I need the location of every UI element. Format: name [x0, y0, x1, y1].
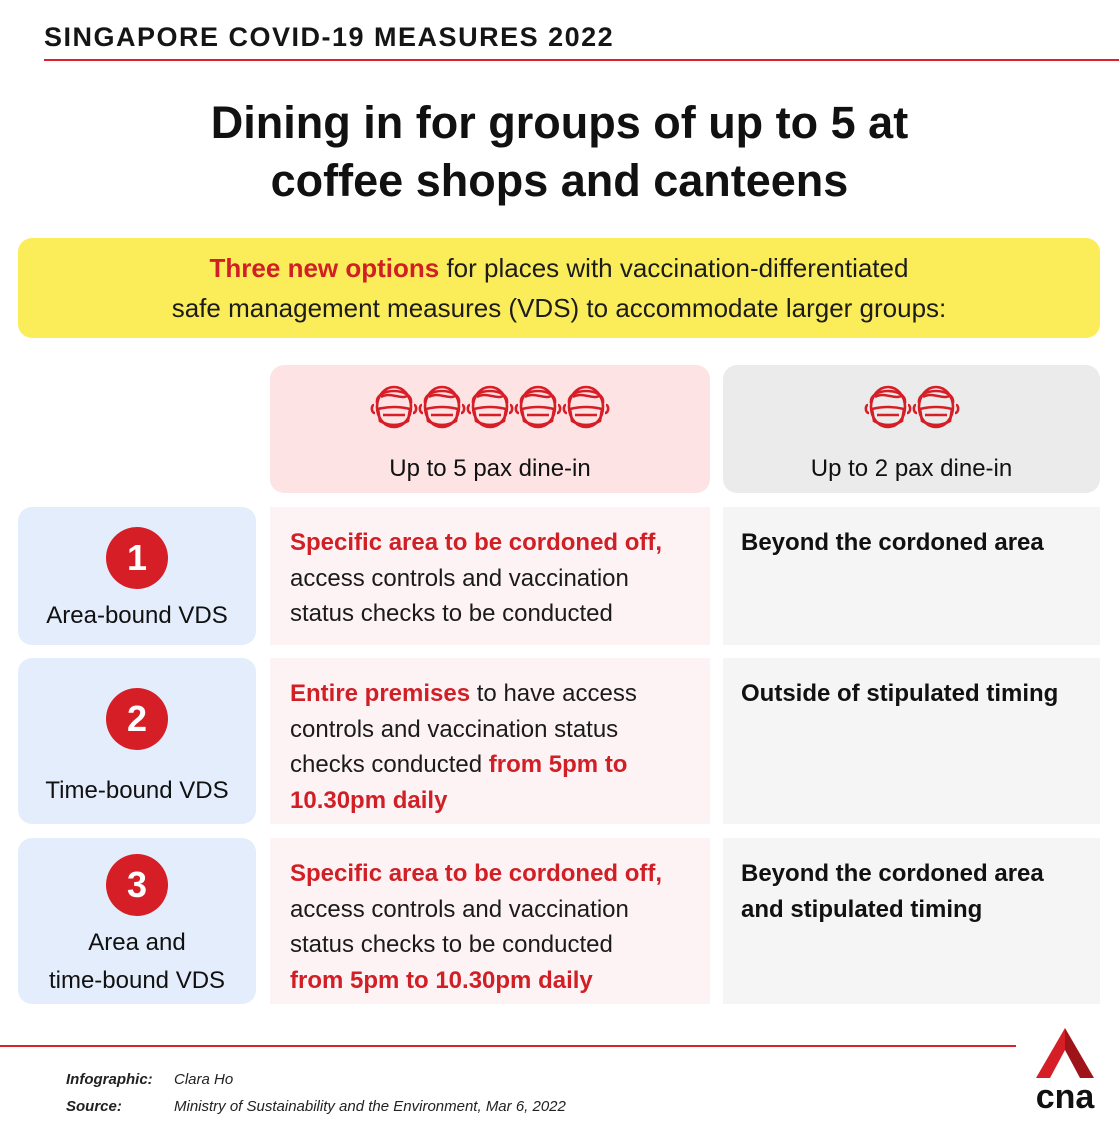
cell-text: access controls and vaccination status checks to be conducted [290, 895, 629, 958]
row-label-area-time-bound [18, 838, 256, 1004]
two-masked-faces [723, 365, 1100, 449]
cell-highlight: Entire premises [290, 680, 471, 707]
masked-face-icon [561, 379, 611, 433]
five-masked-faces [270, 365, 710, 449]
kicker: SINGAPORE COVID-19 MEASURES 2022 [44, 22, 615, 52]
masked-face-icon [369, 379, 419, 433]
banner-text-1: for places with vaccination-differentiated [439, 253, 909, 283]
five-pax-cell-2 [270, 658, 710, 824]
cell-highlight-time: from 5pm to 10.30pm daily [290, 751, 628, 814]
masked-face-icon [513, 379, 563, 433]
top-divider [44, 59, 1119, 61]
credits [66, 1066, 566, 1120]
row-label-time-bound [18, 658, 256, 824]
two-pax-cell-1: Beyond the cordoned area [723, 507, 1100, 645]
column-label-2-pax: Up to 2 pax dine-in [810, 455, 1013, 482]
number-badge: 1 [106, 527, 168, 589]
column-header-2-pax [723, 365, 1100, 493]
svg-text:cna: cna [1035, 1078, 1095, 1112]
masked-face-icon [911, 379, 961, 433]
infographic-value: Clara Ho [174, 1071, 234, 1088]
two-pax-cell-2: Outside of stipulated timing [723, 658, 1100, 824]
masked-face-icon [863, 379, 913, 433]
five-pax-cell-3 [270, 838, 710, 1004]
source-key: Source: [66, 1098, 122, 1115]
infographic-key: Infographic: [66, 1071, 153, 1088]
row-label-area-bound [18, 507, 256, 645]
cell-text: access controls and vaccination status checks to be conducted [290, 564, 629, 627]
cell-highlight: Specific area to be cordoned off, [290, 860, 663, 887]
cell-highlight: Specific area to be cordoned off, [290, 529, 663, 556]
row-label-text-2: time-bound VDS [48, 967, 226, 994]
title-line-2: coffee shops and canteens [270, 155, 849, 206]
banner-highlight: Three new options [209, 253, 440, 283]
title-line-1: Dining in for groups of up to 5 at [210, 97, 909, 148]
cna-logo [1030, 1026, 1100, 1112]
options-banner [18, 238, 1100, 338]
row-label-text: Time-bound VDS [45, 777, 229, 804]
number-badge: 2 [106, 688, 168, 750]
cell-highlight-time: from 5pm to 10.30pm daily [290, 966, 593, 994]
five-pax-cell-1 [270, 507, 710, 645]
number-badge: 3 [106, 854, 168, 916]
column-label-5-pax: Up to 5 pax dine-in [389, 455, 591, 482]
footer-divider [0, 1045, 1016, 1047]
page-title [0, 94, 1119, 210]
column-header-5-pax [270, 365, 710, 493]
banner-text-2: safe management measures (VDS) to accommodate larger groups: [171, 293, 947, 323]
masked-face-icon [417, 379, 467, 433]
masked-face-icon [465, 379, 515, 433]
source-value: Ministry of Sustainability and the Environment, Mar 6, 2022 [174, 1098, 566, 1115]
row-label-text: Area-bound VDS [46, 602, 228, 629]
row-label-text-1: Area and [88, 929, 186, 956]
cell-text: to have access controls and vaccination status checks conducted [290, 680, 637, 778]
two-pax-cell-3: Beyond the cordoned area and stipulated timing [723, 838, 1100, 1004]
